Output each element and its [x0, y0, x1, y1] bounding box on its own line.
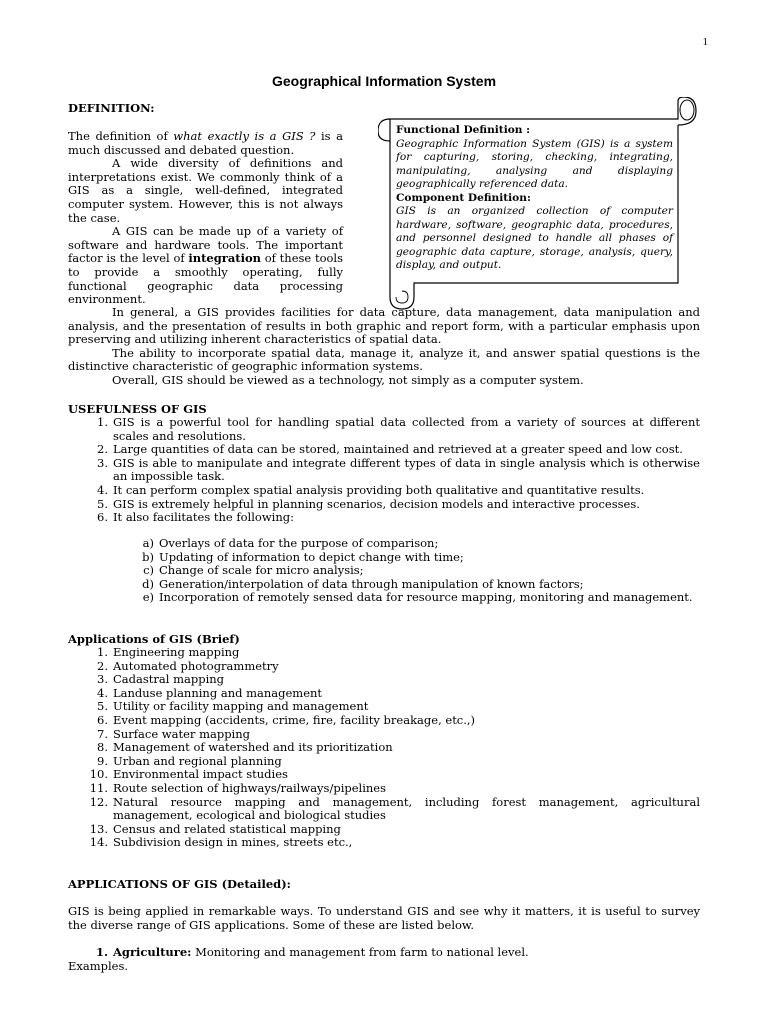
examples-label: Examples. [68, 958, 129, 973]
list-item: d) Generation/interpolation of data through manipulation of known factors; [142, 576, 584, 591]
list-item: 6. It also facilitates the following: [97, 510, 294, 525]
applications-detailed-intro: GIS is being applied in remarkable ways. To understand GIS and see why it matters, it is useful to survey the diverse range of GIS applications. Some of these are listed below. [68, 904, 700, 932]
document-title: Geographical Information System [271, 73, 497, 89]
list-item: a) Overlays of data for the purpose of comparison; [142, 536, 439, 550]
list-item: 10. Environmental impact studies [89, 767, 288, 782]
list-item: 1. GIS is a powerful tool for handling spatial data collected from a variety of sources at different scales and resolutions. [97, 415, 700, 443]
list-item: 11. Route selection of highways/railways/pipelines [89, 780, 387, 795]
usefulness-sublist [142, 536, 700, 605]
scroll-content [396, 124, 673, 273]
usefulness-heading: USEFULNESS OF GIS [68, 402, 207, 416]
list-item: 2. Automated photogrammetry [97, 658, 279, 673]
applications-detailed-item-1 [68, 946, 700, 973]
list-item: e) Incorporation of remotely sensed data for resource mapping, monitoring and management. [142, 590, 693, 605]
list-item: 3. GIS is able to manipulate and integrate different types of data in single analysis which is otherwise an impossible task. [97, 455, 700, 484]
definition-heading: DEFINITION: [68, 101, 155, 115]
list-item: 8. Management of watershed and its prioritization [97, 740, 393, 755]
definition-paragraph-2: A wide diversity of definitions and interpretations exist. We commonly think of a GIS as a single, well-defined, integrated computer system. However, this is not always the case. [68, 156, 343, 225]
list-item: 5. GIS is extremely helpful in planning scenarios, decision models and interactive processes. [97, 496, 640, 511]
list-item: 2. Large quantities of data can be stored, maintained and retrieved at a greater speed and low cost. [97, 442, 683, 457]
page-number: 1 [702, 36, 708, 48]
applications-brief-list [89, 645, 700, 850]
applications-detailed-heading: APPLICATIONS OF GIS (Detailed): [68, 877, 291, 891]
list-item: 12. Natural resource mapping and management, including forest management, agricultural management, ecological and biological studies [89, 794, 700, 823]
component-definition-text: GIS is an organized collection of computer hardware, software, geographic data, procedures, and personnel designed to handle all phases of geographic data capture, storage, analysis, query, display, and output. [396, 205, 673, 271]
list-item: 14. Subdivision design in mines, streets etc., [89, 835, 353, 850]
list-item: 4. Landuse planning and management [97, 685, 323, 700]
functional-definition-heading: Functional Definition : [396, 124, 531, 136]
list-item: 1. Engineering mapping [97, 645, 240, 659]
definition-paragraph-1: The definition of what exactly is a GIS ? is a much discussed and debated question. [68, 129, 343, 157]
list-item: 7. Surface water mapping [97, 726, 251, 741]
definition-paragraph-5: The ability to incorporate spatial data, manage it, analyze it, and answer spatial questions is the distinctive characteristic of geographic information systems. [68, 345, 700, 374]
definition-body [68, 306, 700, 388]
component-definition-heading: Component Definition: [396, 191, 531, 204]
definition-paragraph-4: In general, a GIS provides facilities for data capture, data management, data manipulation and analysis, and the presentation of results in both graphic and report form, with a particular emphasis upon preserving and utilizing inherent characteristics of spatial data. [68, 305, 700, 347]
list-item: c) Change of scale for micro analysis; [143, 563, 364, 578]
functional-definition-text: Geographic Information System (GIS) is a system for capturing, storing, checking, integrating, manipulating, analysing and displaying geographically referenced data. [396, 137, 673, 190]
list-item: 4. It can perform complex spatial analysis providing both qualitative and quantitative results. [97, 482, 645, 497]
list-item: 9. Urban and regional planning [97, 753, 282, 768]
list-item: 5. Utility or facility mapping and management [97, 699, 369, 714]
definition-paragraph-3: A GIS can be made up of a variety of software and hardware tools. The important factor is the level of integration of these tools to provide a smoothly operating, fully functional geographic data processing environment. [68, 224, 343, 307]
list-item: 1. Agriculture: Monitoring and management from farm to national level. [95, 945, 529, 959]
list-item: b) Updating of information to depict change with time; [142, 549, 464, 564]
list-item: 13. Census and related statistical mapping [89, 821, 341, 836]
list-item: 3. Cadastral mapping [97, 672, 225, 687]
usefulness-list [97, 415, 700, 525]
definition-intro-column [68, 130, 343, 307]
applications-detailed-intro-block [68, 905, 700, 932]
definition-paragraph-6: Overall, GIS should be viewed as a technology, not simply as a computer system. [112, 372, 584, 387]
list-item: 6. Event mapping (accidents, crime, fire, facility breakage, etc.,) [97, 712, 476, 727]
applications-brief-heading: Applications of GIS (Brief) [68, 632, 240, 646]
